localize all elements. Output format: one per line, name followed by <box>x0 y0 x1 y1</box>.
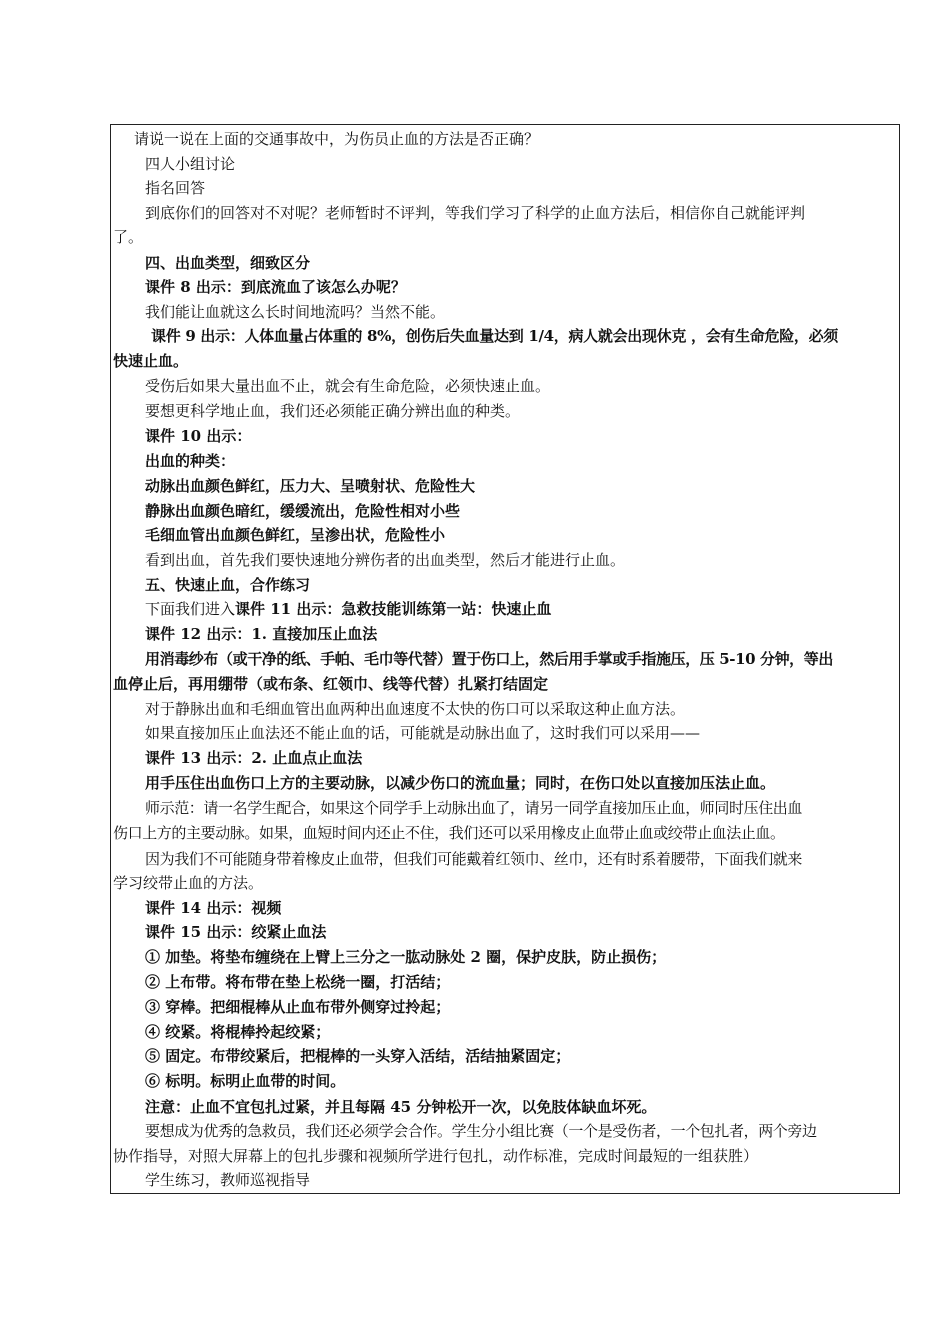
step-item: ② 上布带。将布带在垫上松绕一圈，打活结； <box>145 973 451 991</box>
text-line: 看到出血，首先我们要快速地分辨伤者的出血类型，然后才能进行止血。 <box>145 551 626 569</box>
text-line: 血停止后，再用绷带（或布条、红领巾、线等代替）扎紧打结固定 <box>113 675 549 693</box>
section-heading: 四、出血类型，细致区分 <box>145 254 311 272</box>
step-item: ③ 穿棒。把细棍棒从止血布带外侧穿过拎起； <box>145 998 451 1016</box>
courseware-heading: 课件 11 出示：急救技能训练第一站：快速止血 <box>235 600 552 618</box>
text-line: 对于静脉出血和毛细血管出血两种出血速度不太快的伤口可以采取这种止血方法。 <box>145 700 686 718</box>
text-line: 毛细血管出血颜色鲜红，呈渗出状，危险性小 <box>145 526 446 544</box>
note-text: 注意：止血不宜包扎过紧，并且每隔 45 分钟松开一次，以免肢体缺血坏死。 <box>145 1098 657 1116</box>
lesson-content-box <box>110 124 900 1194</box>
step-item: ⑤ 固定。布带绞紧后，把棍棒的一头穿入活结，活结抽紧固定； <box>145 1047 571 1065</box>
text-line: 协作指导，对照大屏幕上的包扎步骤和视频所学进行包扎，动作标准，完成时间最短的一组获胜） <box>113 1147 759 1165</box>
text-line <box>111 598 899 620</box>
text-line: 如果直接加压止血法还不能止血的话，可能就是动脉出血了，这时我们可以采用—— <box>145 724 701 742</box>
text-line: 用手压住出血伤口上方的主要动脉，以减少伤口的流血量；同时，在伤口处以直接加压法止血。 <box>145 774 776 792</box>
text-line: 伤口上方的主要动脉。如果，血短时间内还止不住，我们还可以采用橡皮止血带止血或绞带止血法止血。 <box>113 824 785 842</box>
text-line: 要想更科学地止血，我们还必须能正确分辨出血的种类。 <box>145 402 521 420</box>
text-line: 要想成为优秀的急救员，我们还必须学会合作。学生分小组比赛（一个是受伤者，一个包扎者，两个旁边 <box>145 1122 817 1140</box>
text-line: 因为我们不可能随身带着橡皮止血带，但我们可能戴着红领巾、丝巾，还有时系着腰带，下面我们就来 <box>145 850 803 868</box>
text-line: 师示范：请一名学生配合，如果这个同学手上动脉出血了，请另一同学直接加压止血，师同时压住出血 <box>145 799 803 817</box>
text-line: 学习绞带止血的方法。 <box>113 874 264 892</box>
courseware-heading: 课件 12 出示：1. 直接加压止血法 <box>145 625 378 643</box>
text-line: 我们能让血就这么长时间地流吗？当然不能。 <box>145 303 446 321</box>
step-item: ① 加垫。将垫布缠绕在上臂上三分之一肱动脉处 2 圈，保护皮肤，防止损伤； <box>145 948 667 966</box>
text-line: 静脉出血颜色暗红，缓缓流出，危险性相对小些 <box>145 502 461 520</box>
text-lead: 下面我们进入 <box>145 600 236 618</box>
courseware-heading: 课件 10 出示： <box>145 427 252 445</box>
courseware-heading: 课件 8 出示：到底流血了该怎么办呢？ <box>145 278 406 296</box>
text-line: 到底你们的回答对不对呢？老师暂时不评判，等我们学习了科学的止血方法后，相信你自己就能评判 <box>145 204 806 222</box>
text-line: 动脉出血颜色鲜红，压力大、呈喷射状、危险性大 <box>145 477 476 495</box>
courseware-heading: 课件 14 出示：视频 <box>145 899 282 917</box>
text-line: 请说一说在上面的交通事故中，为伤员止血的方法是否正确？ <box>134 130 540 148</box>
text-line: 出血的种类： <box>145 452 236 470</box>
courseware-heading: 课件 13 出示：2. 止血点止血法 <box>145 749 363 767</box>
text-line: 了。 <box>113 228 144 246</box>
step-item: ⑥ 标明。标明止血带的时间。 <box>145 1072 346 1090</box>
text-line: 指名回答 <box>145 179 206 197</box>
text-line: 快速止血。 <box>113 352 189 370</box>
text-line: 四人小组讨论 <box>145 155 236 173</box>
text-line: 学生练习，教师巡视指导 <box>145 1171 311 1189</box>
courseware-heading: 课件 9 出示：人体血量占体重的 8%，创伤后失血量达到 1/4，病人就会出现休克 ，会有生命危险，必须 <box>151 327 838 345</box>
courseware-heading: 课件 15 出示：绞紧止血法 <box>145 923 327 941</box>
step-item: ④ 绞紧。将棍棒拎起绞紧； <box>145 1023 331 1041</box>
text-line: 用消毒纱布（或干净的纸、手帕、毛巾等代替）置于伤口上，然后用手掌或手指施压，压 5-10 分钟，等出 <box>145 650 833 668</box>
section-heading: 五、快速止血，合作练习 <box>145 576 311 594</box>
text-line: 受伤后如果大量出血不止，就会有生命危险，必须快速止血。 <box>145 377 551 395</box>
